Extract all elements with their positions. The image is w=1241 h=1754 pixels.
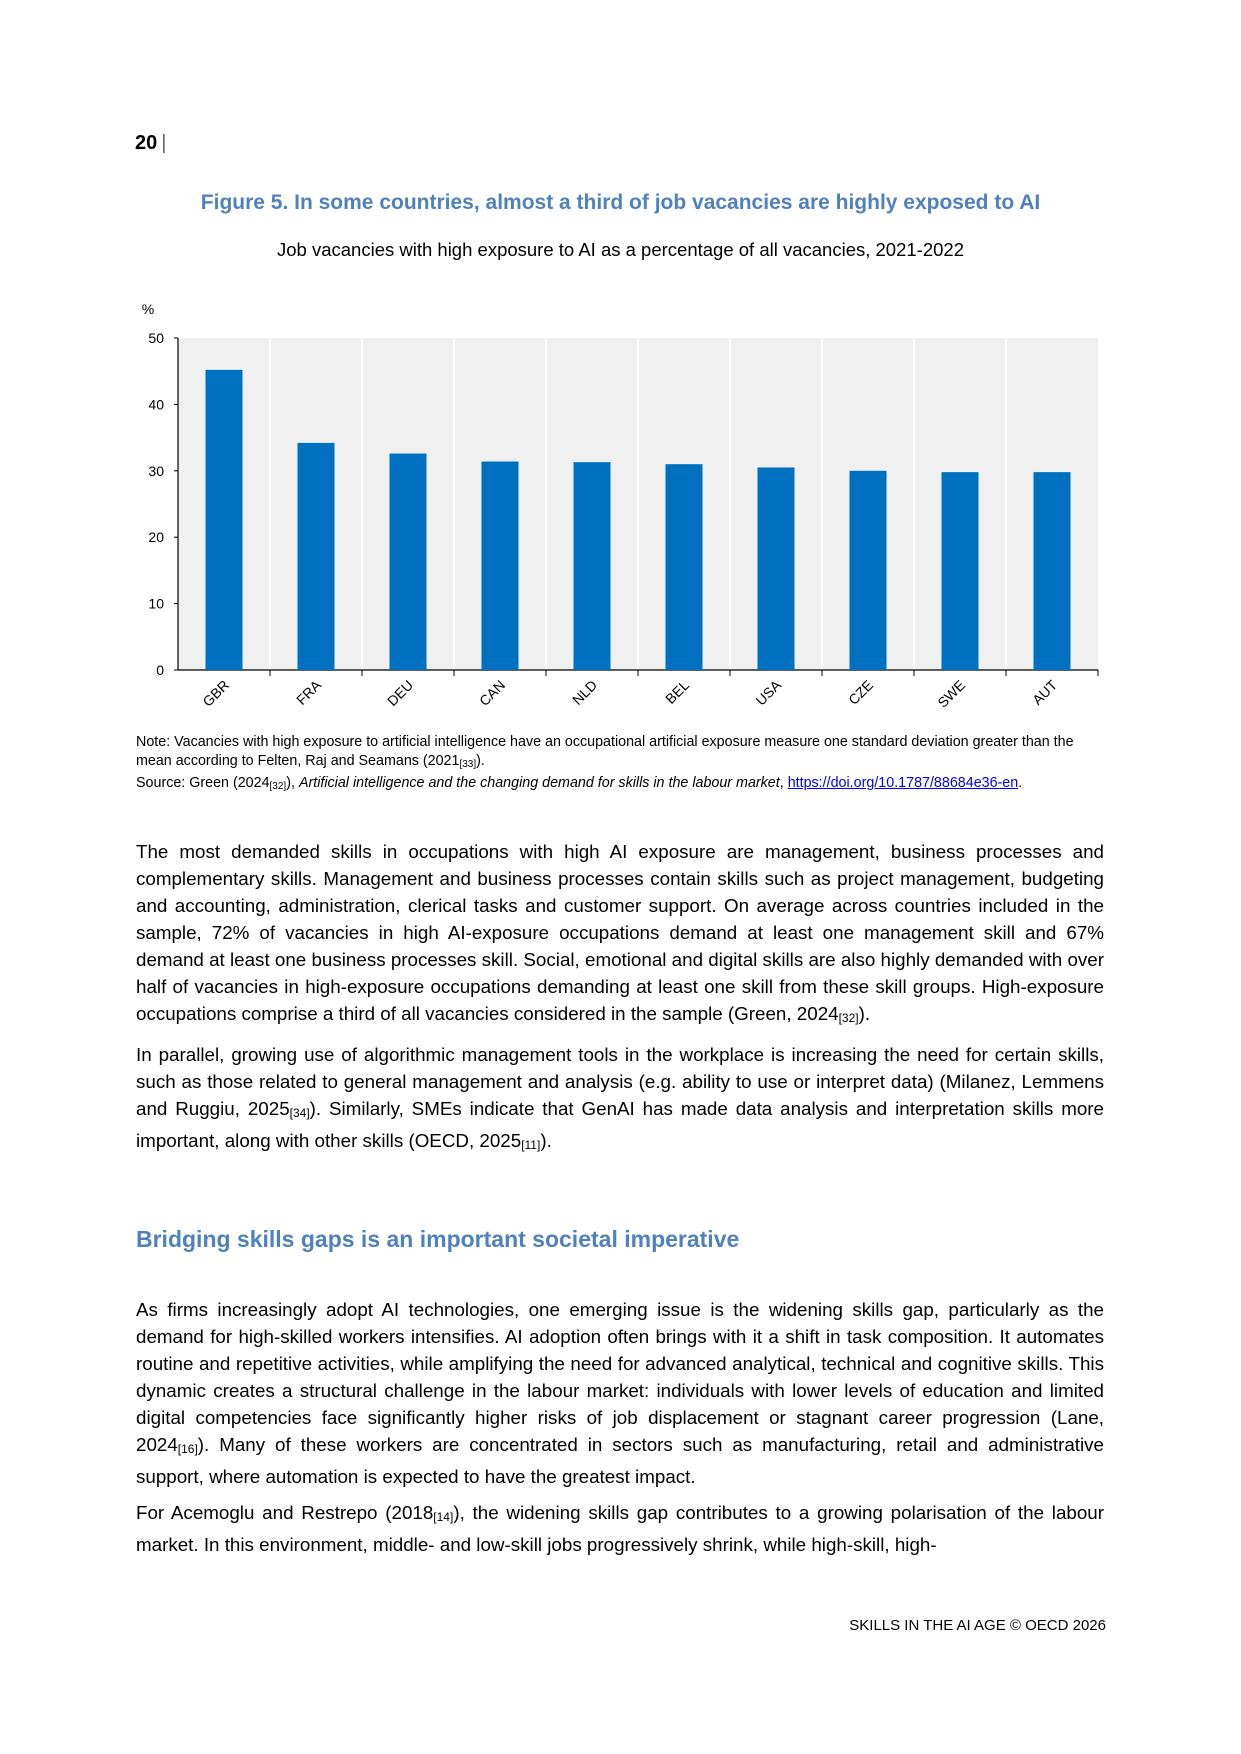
source-ref: [32] [269, 781, 287, 792]
x-tick-label: USA [752, 676, 785, 709]
source-text-4: . [1018, 775, 1023, 791]
source-doi-link[interactable]: https://doi.org/10.1787/88684e36-en [787, 775, 1019, 791]
bar-usa [758, 467, 795, 670]
figure-notes [136, 733, 1104, 796]
paragraph-1 [136, 838, 1104, 1032]
paragraph-1-ref: [32] [838, 1011, 859, 1025]
bar-chart [130, 298, 1120, 713]
paragraph-4-text: For Acemoglu and Restrepo (2018 [136, 1502, 434, 1523]
bar-can [482, 462, 519, 670]
source-title: Artificial intelligence and the changing demand for skills in the labour market [298, 775, 780, 791]
source-label: Source: [136, 775, 190, 791]
y-tick-label: 10 [148, 595, 164, 612]
paragraph-2-mid: ). Similarly, SMEs indicate that GenAI has made data analysis and interpretation skills more important, along with other skills (OECD, 2025 [136, 1098, 1104, 1151]
x-tick-label: CAN [475, 676, 509, 710]
paragraph-2-ref-2: [11] [521, 1138, 541, 1152]
note-text-end: ). [476, 753, 485, 769]
y-axis-label: % [141, 301, 155, 317]
bar-deu [390, 454, 427, 670]
paragraph-1-end: ). [858, 1003, 871, 1024]
figure-title: Figure 5. In some countries, almost a third of job vacancies are highly exposed to AI [200, 191, 1041, 214]
paragraph-3-end: ). Many of these workers are concentrated in sectors such as manufacturing, retail and administrative support, where automation is expected to have the greatest impact. [136, 1434, 1104, 1487]
paragraph-3-text: As firms increasingly adopt AI technologies, one emerging issue is the widening skills gap, particularly as the demand for high-skilled workers intensifies. AI adoption often brings with it a shift in task composition. It automates routine and repetitive activities, while amplifying the need for advanced analytical, technical and cognitive skills. This dynamic creates a structural challenge in the labour market: individuals with lower levels of education and limited digital competencies face significantly higher risks of job displacement or stagnant career progression (Lane, 2024 [136, 1299, 1104, 1455]
source-text-2: ), [286, 775, 299, 791]
source-text-3: , [779, 775, 788, 791]
paragraph-2-text: In parallel, growing use of algorithmic management tools in the workplace is increasing the need for certain skills, such as those related to general management and analysis (e.g. ability to use or interpret data) (Milanez, Lemmens and Ruggiu, 2025 [136, 1044, 1104, 1119]
y-tick-label: 20 [148, 529, 164, 546]
paragraph-3 [136, 1296, 1104, 1490]
bar-fra [298, 443, 335, 670]
bar-nld [574, 462, 611, 670]
paragraph-2-end: ). [540, 1130, 552, 1151]
note-ref: [33] [459, 759, 477, 770]
x-tick-label: FRA [293, 676, 325, 708]
note-text: Vacancies with high exposure to artificial intelligence have an occupational artificial exposure measure one standard deviation greater than the mean according to Felten, Raj and Seamans (2021 [136, 734, 1074, 769]
body-block-1 [136, 838, 1104, 1168]
y-tick-label: 40 [148, 396, 164, 413]
bar-cze [850, 471, 887, 670]
section-heading: Bridging skills gaps is an important societal imperative [136, 1226, 740, 1252]
page-number-value: 20 [135, 132, 158, 154]
paragraph-4 [136, 1499, 1104, 1558]
y-tick-label: 50 [148, 330, 164, 346]
page-number [135, 132, 166, 155]
paragraph-2-ref-1: [34] [289, 1106, 310, 1120]
x-tick-label: GBR [199, 676, 233, 710]
x-tick-label: SWE [934, 676, 969, 711]
x-tick-label: BEL [662, 676, 693, 707]
bar-aut [1034, 472, 1071, 670]
paragraph-4-end: ), the widening skills gap contributes to a growing polarisation of the labour market. In this environment, middle- and low-skill jobs progressively shrink, while high-skill, high- [136, 1502, 1105, 1555]
source-text: Green (2024 [189, 775, 270, 791]
page-number-separator: | [161, 132, 167, 154]
bar-gbr [206, 370, 243, 670]
y-tick-label: 30 [148, 462, 164, 479]
bar-bel [666, 464, 703, 670]
x-tick-label: DEU [383, 676, 417, 710]
body-block-2 [136, 1296, 1104, 1567]
paragraph-2 [136, 1041, 1104, 1159]
note-line [136, 733, 1104, 774]
source-line [136, 774, 1104, 796]
note-label: Note: [136, 734, 175, 750]
x-tick-label: AUT [1029, 676, 1061, 708]
figure-subtitle: Job vacancies with high exposure to AI as a percentage of all vacancies, 2021-2022 [277, 239, 964, 260]
bar-swe [942, 472, 979, 670]
x-tick-label: CZE [845, 676, 877, 708]
x-tick-label: NLD [568, 676, 601, 708]
paragraph-3-ref: [16] [177, 1442, 198, 1456]
paragraph-1-text: The most demanded skills in occupations with high AI exposure are management, business processes and complementary skills. Management and business processes contain skills such as project management, budgeting and accounting, administration, clerical tasks and customer support. On average across countries included in the sample, 72% of vacancies in high AI-exposure occupations demand at least one management skill and 67% demand at least one business processes skill. Social, emotional and digital skills are also highly demanded with over half of vacancies in high-exposure occupations demanding at least one skill from these skill groups. High-exposure occupations comprise a third of all vacancies considered in the sample (Green, 2024 [136, 841, 1104, 1024]
paragraph-4-ref: [14] [433, 1510, 454, 1524]
page-footer: SKILLS IN THE AI AGE © OECD 2026 [849, 1617, 1106, 1634]
y-tick-label: 0 [156, 662, 164, 678]
